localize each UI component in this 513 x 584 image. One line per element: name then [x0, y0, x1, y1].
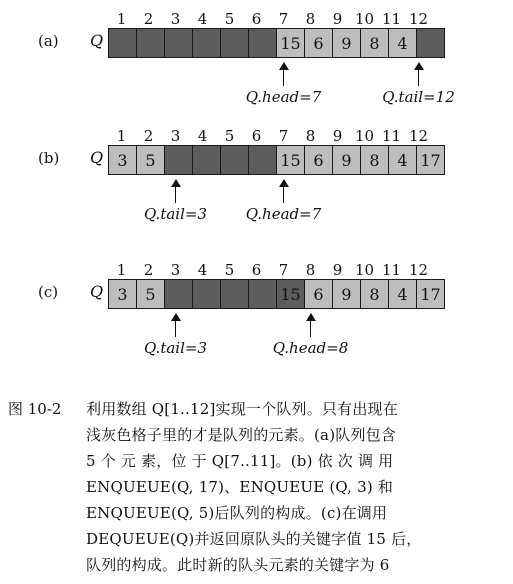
row-label: (b): [38, 149, 60, 167]
index-label: 8: [305, 10, 316, 28]
index-label: 2: [143, 261, 154, 279]
index-label: 4: [197, 261, 208, 279]
up-arrow-icon: [276, 62, 292, 86]
caption-line-6: DEQUEUE(Q)并返回原队头的关键字值 15 后，: [86, 530, 422, 548]
index-label: 2: [143, 127, 154, 145]
index-label: 12: [408, 261, 429, 279]
arrow-shaft: [175, 319, 177, 337]
index-label: 6: [251, 10, 262, 28]
caption-number: 图 10-2: [8, 400, 62, 418]
index-label: 3: [170, 261, 181, 279]
array-cell: 9: [332, 279, 361, 309]
index-label: 3: [170, 127, 181, 145]
arrow-shaft: [175, 185, 177, 203]
index-label: 5: [224, 261, 235, 279]
index-label: 11: [381, 127, 402, 145]
row-label: (c): [38, 283, 59, 301]
index-label: 12: [408, 127, 429, 145]
queue-array: [108, 145, 445, 175]
index-label: 7: [278, 261, 289, 279]
array-cell: [248, 28, 277, 58]
index-label: 4: [197, 127, 208, 145]
array-cell: [416, 28, 445, 58]
index-label: 9: [332, 127, 343, 145]
pointer-label: Q.tail=12: [382, 88, 455, 106]
index-label: 6: [251, 127, 262, 145]
arrow-shaft: [283, 68, 285, 86]
array-cell: [192, 28, 221, 58]
index-label: 7: [278, 127, 289, 145]
arrow-shaft: [310, 319, 312, 337]
index-label: 1: [116, 261, 127, 279]
index-label: 11: [381, 10, 402, 28]
caption-line-3: 5 个 元 素，位 于 Q[7..11]。(b) 依 次 调 用: [86, 452, 394, 470]
array-cell: 5: [136, 145, 165, 175]
array-cell: [164, 145, 193, 175]
pointer-label: Q.tail=3: [144, 339, 207, 357]
up-arrow-icon: [168, 313, 184, 337]
array-cell: 6: [304, 145, 333, 175]
index-label: 1: [116, 10, 127, 28]
arrow-shaft: [283, 185, 285, 203]
array-cell: 17: [416, 279, 445, 309]
array-cell: 15: [276, 28, 305, 58]
index-label: 12: [408, 10, 429, 28]
array-cell: 9: [332, 28, 361, 58]
caption-line-1: 利用数组 Q[1..12]实现一个队列。只有出现在: [86, 400, 398, 418]
array-cell: [108, 28, 137, 58]
array-cell: 6: [304, 279, 333, 309]
pointer-label: Q.tail=3: [144, 205, 207, 223]
index-label: 9: [332, 261, 343, 279]
queue-array: [108, 28, 445, 58]
arrow-shaft: [418, 68, 420, 86]
caption-line-4: ENQUEUE(Q, 17)、ENQUEUE (Q, 3) 和: [86, 478, 394, 496]
index-label: 9: [332, 10, 343, 28]
array-cell: [192, 145, 221, 175]
array-cell: 6: [304, 28, 333, 58]
up-arrow-icon: [168, 179, 184, 203]
array-cell: [248, 145, 277, 175]
index-label: 10: [354, 10, 375, 28]
caption-line-5: ENQUEUE(Q, 5)后队列的构成。(c)在调用: [86, 504, 388, 522]
array-cell: 15: [276, 279, 305, 309]
array-cell: [248, 279, 277, 309]
caption-line-2: 浅灰色格子里的才是队列的元素。(a)队列包含: [86, 426, 397, 444]
array-cell: [220, 28, 249, 58]
array-cell: 8: [360, 145, 389, 175]
pointer-label: Q.head=8: [272, 339, 349, 357]
array-cell: 3: [108, 279, 137, 309]
array-cell: 4: [388, 145, 417, 175]
index-label: 6: [251, 261, 262, 279]
index-label: 11: [381, 261, 402, 279]
index-label: 8: [305, 127, 316, 145]
array-cell: 8: [360, 28, 389, 58]
array-cell: 8: [360, 279, 389, 309]
index-label: 8: [305, 261, 316, 279]
array-cell: [220, 279, 249, 309]
queue-name: Q: [90, 31, 104, 50]
up-arrow-icon: [303, 313, 319, 337]
index-label: 3: [170, 10, 181, 28]
array-cell: [136, 28, 165, 58]
pointer-label: Q.head=7: [245, 205, 322, 223]
index-label: 5: [224, 10, 235, 28]
array-cell: [164, 28, 193, 58]
array-cell: 17: [416, 145, 445, 175]
queue-name: Q: [90, 148, 104, 167]
array-cell: 4: [388, 279, 417, 309]
index-label: 2: [143, 10, 154, 28]
pointer-label: Q.head=7: [245, 88, 322, 106]
array-cell: 3: [108, 145, 137, 175]
array-cell: 4: [388, 28, 417, 58]
index-label: 1: [116, 127, 127, 145]
index-label: 7: [278, 10, 289, 28]
index-label: 10: [354, 127, 375, 145]
row-label: (a): [38, 32, 59, 50]
array-cell: [164, 279, 193, 309]
queue-name: Q: [90, 282, 104, 301]
index-label: 10: [354, 261, 375, 279]
up-arrow-icon: [276, 179, 292, 203]
array-cell: [192, 279, 221, 309]
index-label: 4: [197, 10, 208, 28]
array-cell: 5: [136, 279, 165, 309]
caption-line-7: 队列的构成。此时新的队头元素的关键字为 6: [86, 556, 390, 574]
array-cell: 9: [332, 145, 361, 175]
up-arrow-icon: [411, 62, 427, 86]
array-cell: 15: [276, 145, 305, 175]
array-cell: [220, 145, 249, 175]
queue-array: [108, 279, 445, 309]
index-label: 5: [224, 127, 235, 145]
